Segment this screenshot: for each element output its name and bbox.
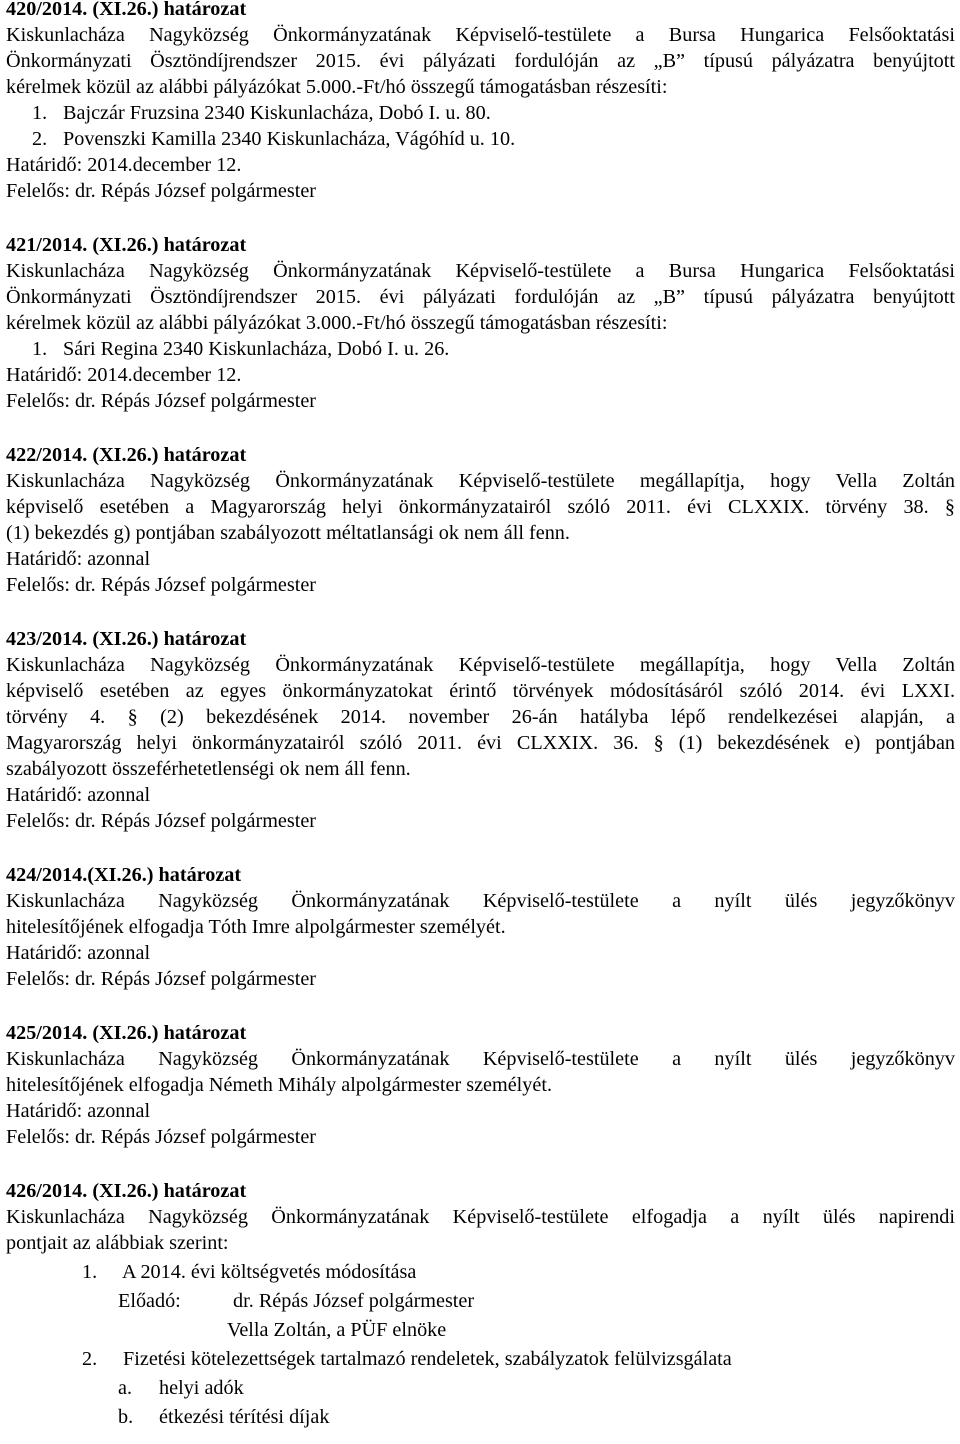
resolution-422-title: 422/2014. (XI.26.) határozat <box>6 444 247 466</box>
resolution-426-body-line-2: pontjait az alábbiak szerint: <box>6 1232 229 1254</box>
resolution-422-responsible: Felelős: dr. Répás József polgármester <box>6 574 317 596</box>
agenda-item-text: Fizetési kötelezettségek tartalmazó rendeletek, szabályzatok felülvizsgálata <box>123 1348 732 1370</box>
resolution-421-responsible: Felelős: dr. Répás József polgármester <box>6 390 317 412</box>
list-item-text: Bajczár Fruzsina 2340 Kiskunlacháza, Dobó I. u. 80. <box>63 102 491 124</box>
agenda-subitem-b <box>118 1404 955 1430</box>
resolution-420-body-line-1: Kiskunlacháza Nagyközség Önkormányzatának Képviselő-testülete a Bursa Hungarica Felsőoktatási <box>6 24 955 46</box>
agenda-item-1-presenter <box>118 1288 955 1314</box>
agenda-item-2 <box>82 1346 955 1372</box>
list-number: 1. <box>32 102 48 124</box>
resolution-420-item-2 <box>32 126 955 152</box>
resolution-422-body-line-2: képviselő esetében a Magyarország helyi önkormányzatairól szóló 2011. évi CLXXIX. törvény 38. § <box>6 496 955 518</box>
resolution-420-item-1 <box>32 100 955 126</box>
resolution-425-body-line-2: hitelesítőjének elfogadja Németh Mihály alpolgármester személyét. <box>6 1074 552 1096</box>
resolution-422-body-line-1: Kiskunlacháza Nagyközség Önkormányzatának Képviselő-testülete megállapítja, hogy Vella Zoltán <box>6 470 955 492</box>
resolution-423-responsible: Felelős: dr. Répás József polgármester <box>6 810 317 832</box>
agenda-item-text: A 2014. évi költségvetés módosítása <box>121 1261 417 1283</box>
resolution-426-body-line-1: Kiskunlacháza Nagyközség Önkormányzatának Képviselő-testülete elfogadja a nyílt ülés napirendi <box>6 1206 955 1228</box>
resolution-423-body-line-3: törvény 4. § (2) bekezdésének 2014. november 26-án hatályba lépő rendelkezései alapján, a <box>6 706 955 728</box>
resolution-420-title: 420/2014. (XI.26.) határozat <box>6 0 247 20</box>
resolution-424-body-line-2: hitelesítőjének elfogadja Tóth Imre alpolgármester személyét. <box>6 916 506 938</box>
resolution-424-deadline: Határidő: azonnal <box>6 942 151 964</box>
agenda-item-1-presenter-2: Vella Zoltán, a PÜF elnöke <box>227 1319 447 1341</box>
agenda-item-1 <box>82 1259 955 1285</box>
list-letter: a. <box>118 1377 133 1399</box>
resolution-425-title: 425/2014. (XI.26.) határozat <box>6 1022 247 1044</box>
list-number: 2. <box>32 128 48 150</box>
resolution-423-body-line-4: Magyarország helyi önkormányzatairól szóló 2011. évi CLXXIX. 36. § (1) bekezdésének e) pontjában <box>6 732 955 754</box>
list-number: 2. <box>82 1348 98 1370</box>
resolution-421-body-line-3: kérelmek közül az alábbi pályázókat 3.000.-Ft/hó összegű támogatásban részesíti: <box>6 312 668 334</box>
list-letter: b. <box>118 1406 134 1428</box>
resolution-420-deadline: Határidő: 2014.december 12. <box>6 154 242 176</box>
list-number: 1. <box>82 1261 98 1283</box>
resolution-423-body-line-2: képviselő esetében az egyes önkormányzatokat érintő törvények módosításáról szóló 2014. évi LXXI. <box>6 680 955 702</box>
list-item-text: Sári Regina 2340 Kiskunlacháza, Dobó I. u. 26. <box>63 338 450 360</box>
resolution-422-deadline: Határidő: azonnal <box>6 548 151 570</box>
resolution-425-responsible: Felelős: dr. Répás József polgármester <box>6 1126 317 1148</box>
resolution-422-body-line-3: (1) bekezdés g) pontjában szabályozott méltatlansági ok nem áll fenn. <box>6 522 570 544</box>
resolution-423-body-line-5: szabályozott összeférhetetlenségi ok nem áll fenn. <box>6 758 411 780</box>
list-item-text: Povenszki Kamilla 2340 Kiskunlacháza, Vágóhíd u. 10. <box>63 128 516 150</box>
agenda-subitem-a <box>118 1375 955 1401</box>
resolution-423-title: 423/2014. (XI.26.) határozat <box>6 628 247 650</box>
resolution-420-responsible: Felelős: dr. Répás József polgármester <box>6 180 317 202</box>
resolution-423-body-line-1: Kiskunlacháza Nagyközség Önkormányzatának Képviselő-testülete megállapítja, hogy Vella Zoltán <box>6 654 955 676</box>
resolution-421-deadline: Határidő: 2014.december 12. <box>6 364 242 386</box>
resolution-424-body-line-1: Kiskunlacháza Nagyközség Önkormányzatának Képviselő-testülete a nyílt ülés jegyzőkönyv <box>6 890 955 912</box>
resolution-421-body-line-2: Önkormányzati Ösztöndíjrendszer 2015. évi pályázati fordulóján az „B” típusú pályázatra benyújtott <box>6 286 955 308</box>
resolution-420-body-line-2: Önkormányzati Ösztöndíjrendszer 2015. évi pályázati fordulóján az „B” típusú pályázatra benyújtott <box>6 50 955 72</box>
resolution-424-title: 424/2014.(XI.26.) határozat <box>6 864 242 886</box>
agenda-subitem-text: étkezési térítési díjak <box>159 1406 330 1428</box>
resolution-425-deadline: Határidő: azonnal <box>6 1100 151 1122</box>
resolution-420-body-line-3: kérelmek közül az alábbi pályázókat 5.000.-Ft/hó összegű támogatásban részesíti: <box>6 76 668 98</box>
resolution-424-responsible: Felelős: dr. Répás József polgármester <box>6 968 317 990</box>
agenda-subitem-text: helyi adók <box>159 1377 244 1399</box>
presenter-label: Előadó: <box>118 1290 181 1312</box>
resolution-426-title: 426/2014. (XI.26.) határozat <box>6 1180 247 1202</box>
resolution-423-deadline: Határidő: azonnal <box>6 784 151 806</box>
resolution-421-body-line-1: Kiskunlacháza Nagyközség Önkormányzatának Képviselő-testülete a Bursa Hungarica Felsőoktatási <box>6 260 955 282</box>
resolution-421-item-1 <box>32 336 955 362</box>
presenter-name: dr. Répás József polgármester <box>233 1290 475 1312</box>
resolution-421-title: 421/2014. (XI.26.) határozat <box>6 234 247 256</box>
resolution-425-body-line-1: Kiskunlacháza Nagyközség Önkormányzatának Képviselő-testülete a nyílt ülés jegyzőkönyv <box>6 1048 955 1070</box>
list-number: 1. <box>32 338 48 360</box>
